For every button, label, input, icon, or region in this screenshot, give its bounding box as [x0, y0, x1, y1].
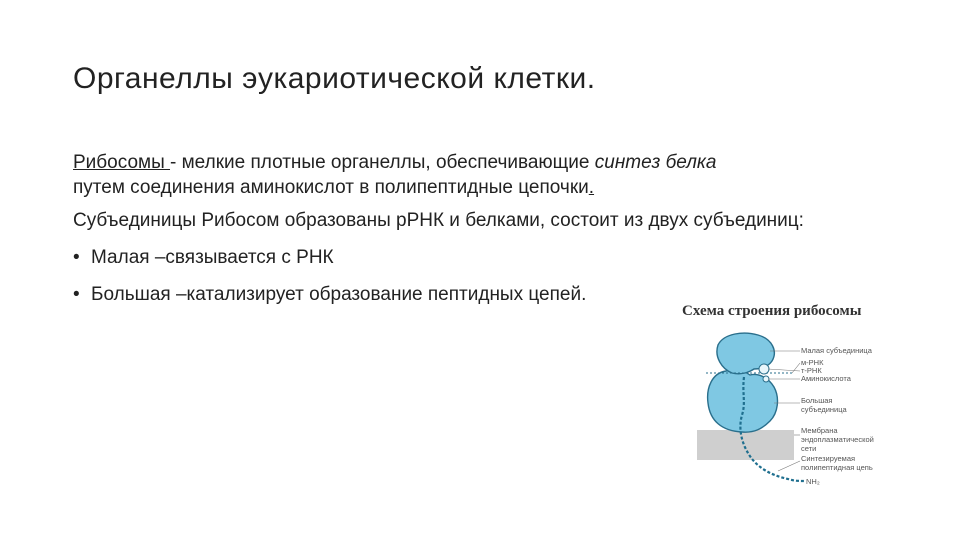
slide-body — [73, 150, 873, 319]
ribosome-diagram — [682, 303, 912, 493]
label-er: эндоплазматической — [801, 435, 874, 444]
term-ribosomes: Рибосомы — [73, 152, 171, 173]
label-large: Большая — [801, 396, 833, 405]
label-membrane: Мембрана — [801, 426, 838, 435]
subunits-text: Субъединицы Рибосом образованы рРНК и белками, состоит из двух субъединиц: — [73, 210, 804, 231]
definition-period: . — [588, 177, 595, 198]
ribosome-definition — [73, 150, 873, 200]
er-membrane — [697, 430, 794, 460]
bullet-text: Большая –катализирует образование пептидных цепей. — [91, 284, 587, 305]
label-mrna: м-РНК — [801, 358, 824, 367]
label-small-subunit: Малая субъединица — [801, 346, 872, 355]
bullet-dot: • — [73, 284, 80, 305]
label-trna: т-РНК — [801, 366, 822, 375]
bullet-text: Малая –связывается с РНК — [91, 247, 334, 268]
definition-text: - мелкие плотные органеллы, обеспечивающие — [170, 152, 595, 173]
definition-line2: путем соединения аминокислот в полипептидные цепочки — [73, 177, 589, 198]
ribosome-figure — [682, 303, 912, 493]
label-nh2: NH₂ — [806, 477, 820, 486]
slide-title: Органеллы эукариотической клетки. — [73, 62, 596, 95]
trna — [759, 364, 769, 374]
protein-synthesis-term: синтез белка — [594, 152, 717, 173]
label-synthesized: Синтезируемая — [801, 454, 856, 463]
bullet-small-subunit — [73, 245, 873, 270]
label-amino-acid: Аминокислота — [801, 374, 851, 383]
label-network: сети — [801, 444, 817, 453]
label-subunit: субъединица — [801, 405, 847, 414]
bullet-dot: • — [73, 247, 80, 268]
label-polypeptide: полипептидная цепь — [801, 463, 873, 472]
figure-title: Схема строения рибосомы — [682, 303, 862, 319]
